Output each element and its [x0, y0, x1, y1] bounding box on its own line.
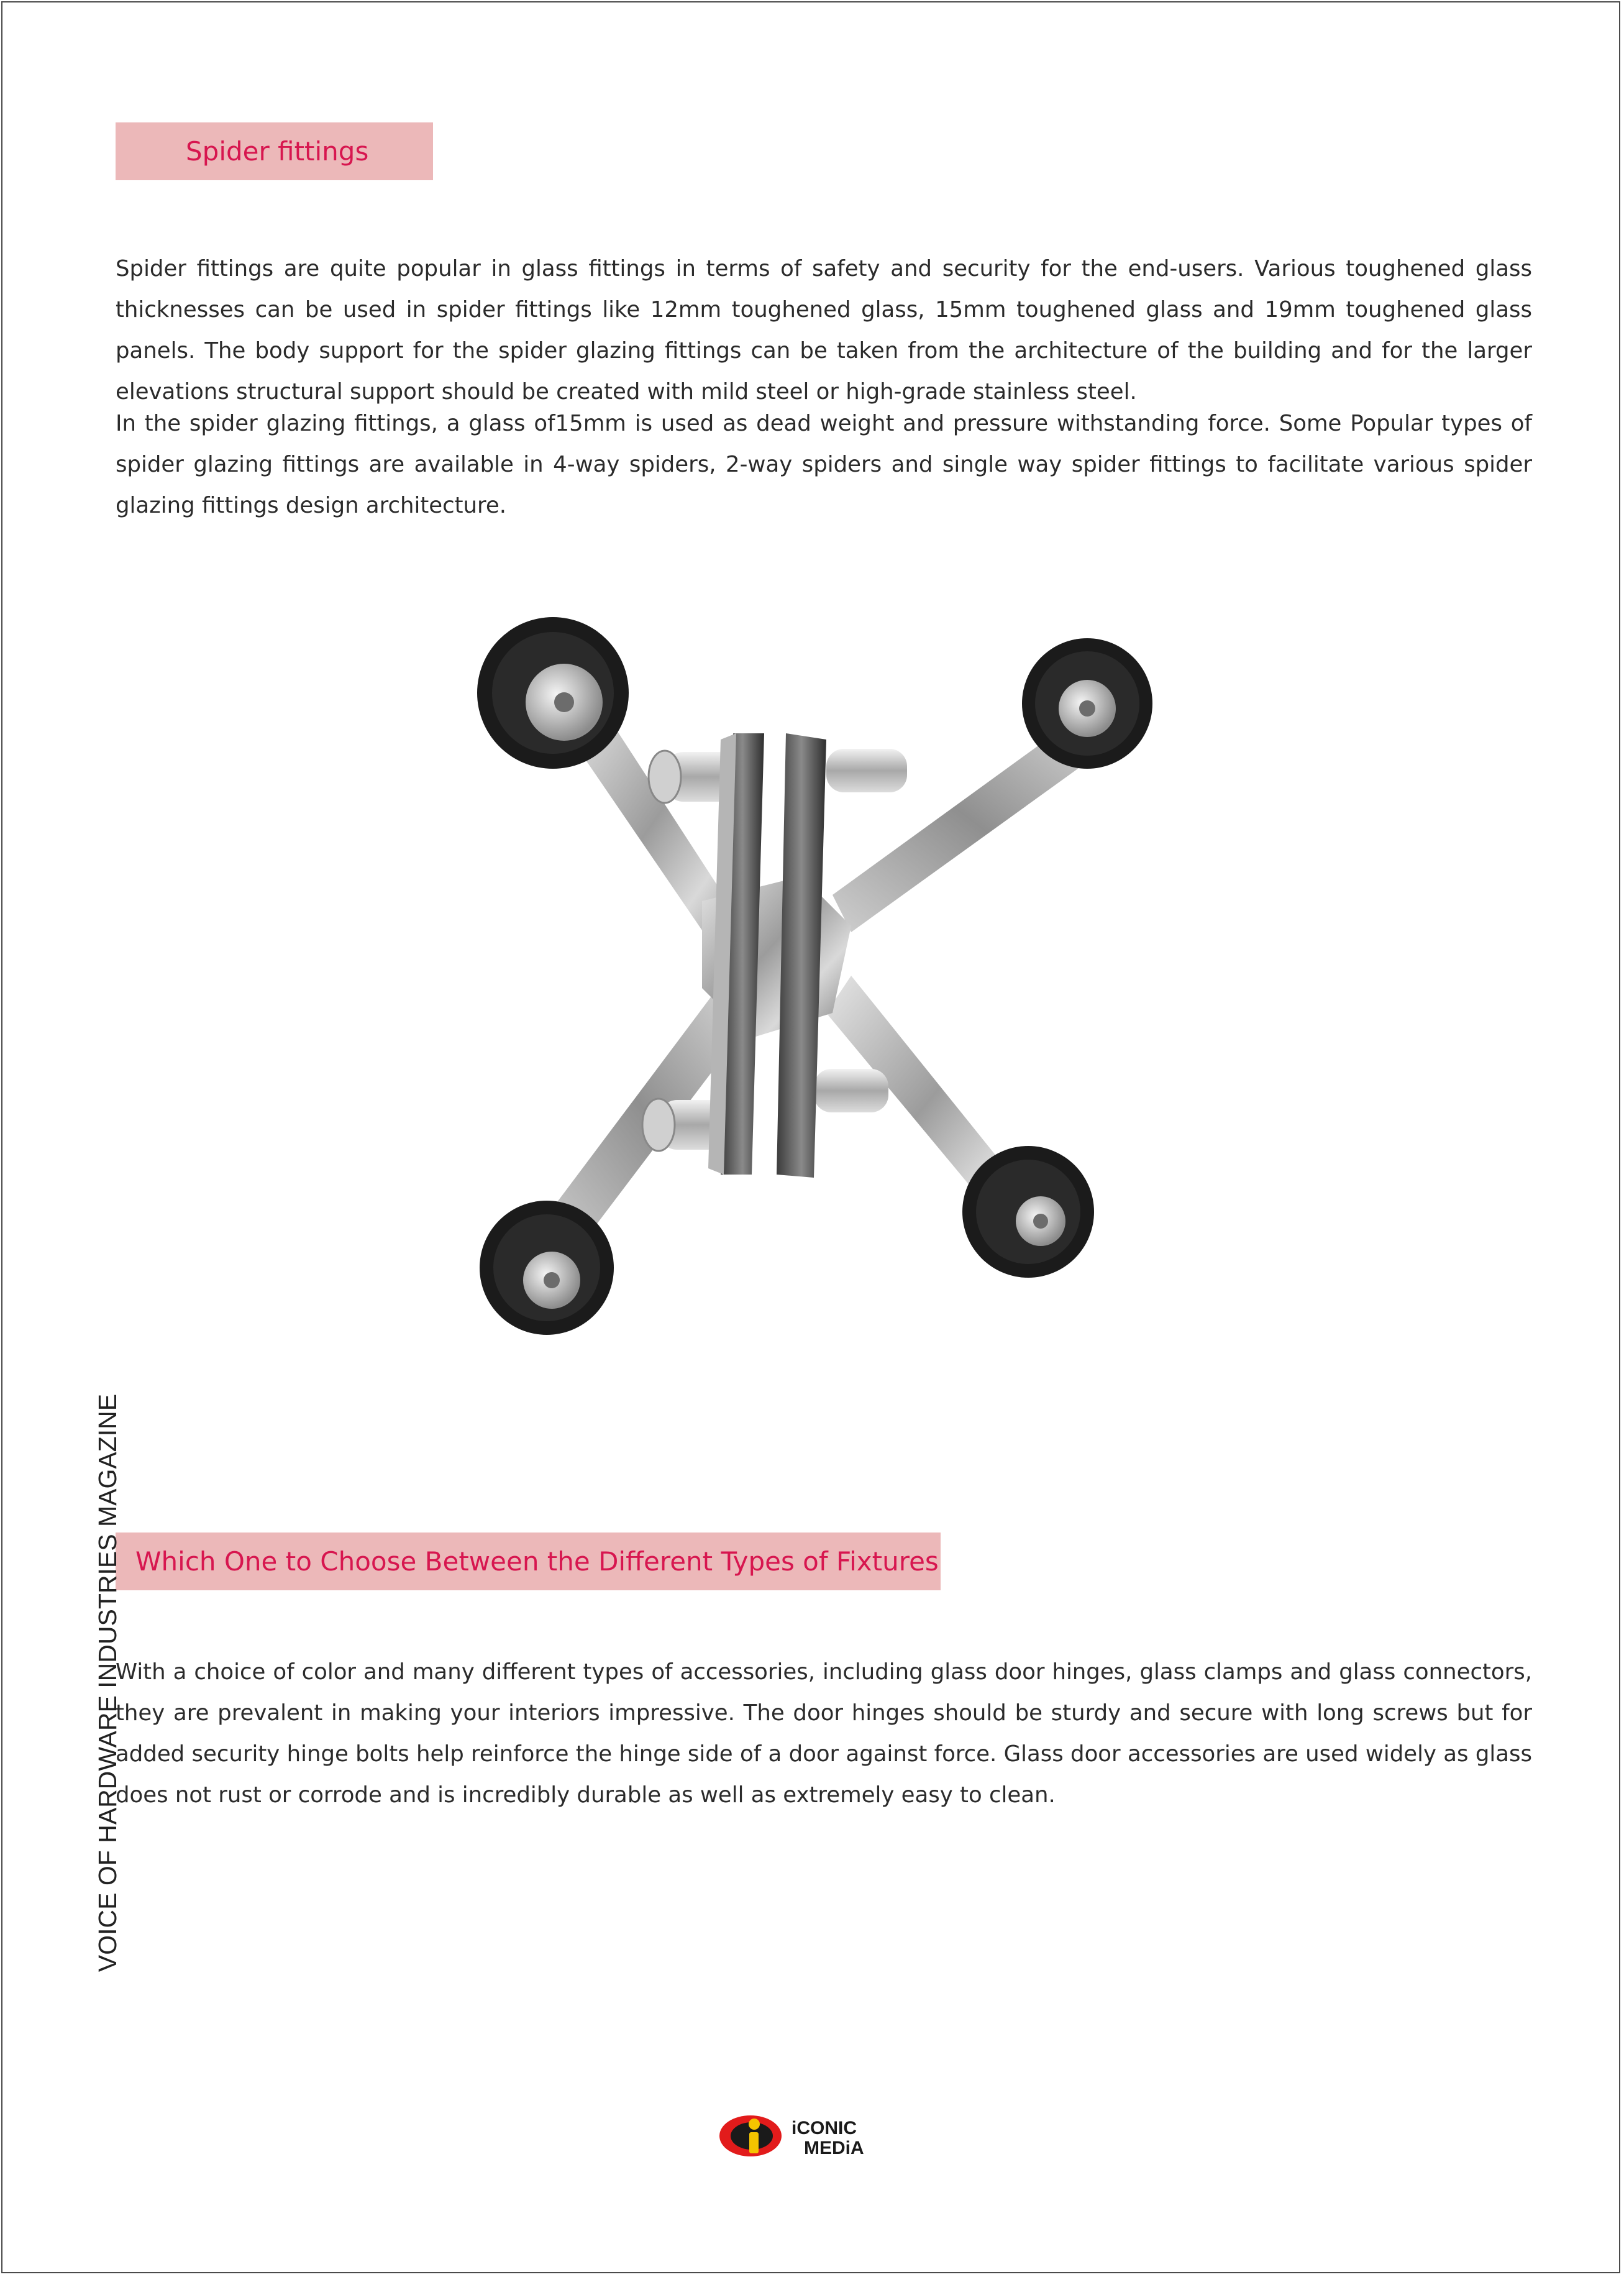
- boss-top-left: [477, 617, 629, 769]
- paragraph: With a choice of color and many different types of accessories, including glass door hinges, glass clamps and glass connectors, they are prevalent in making your interiors impressive. The door hinges should be sturdy and secure with long screws but for added security hinge bolts help reinforce the hinge side of a door against force. Glass door accessories are used widely as glass does not rust or corrode and is incredibly durable as well as extremely easy to clean.: [116, 1659, 1532, 1808]
- boss-bottom-left: [480, 1201, 614, 1335]
- iconic-media-logo: [718, 2110, 908, 2161]
- magazine-sidebar-text: VOICE OF HARDWARE INDUSTRIES MAGAZINE: [93, 1393, 122, 1972]
- section-heading-fixtures: [116, 1533, 941, 1590]
- paragraph: Spider fittings are quite popular in glass fittings in terms of safety and security for the end-users. Various toughened glass thicknesses can be used in spider fittings like 12mm toughened glass, 15mm toughened glass and 19mm toughened glass panels. The body support for the spider glazing fittings can be taken from the architecture of the building and for the larger elevations structural support should be created with mild steel or high-grade stainless steel.: [116, 256, 1532, 405]
- logo-line1: iCONIC: [791, 2118, 857, 2138]
- paragraph: In the spider glazing fittings, a glass of15mm is used as dead weight and pressure withstanding force. Some Popular types of spider glazing fittings are available in 4-way spiders, 2-way spiders and single way spider fittings to facilitate various spider glazing fittings design architecture.: [116, 411, 1532, 518]
- logo-line2: MEDiA: [804, 2138, 864, 2158]
- section-heading-spider-fittings: [116, 122, 433, 180]
- spider-fitting-photo: [255, 528, 1373, 1392]
- boss-bottom-right: [962, 1146, 1094, 1278]
- heading-text: Which One to Choose Between the Different Types of Fixtures: [135, 1546, 939, 1577]
- heading-text: Spider fittings: [186, 136, 369, 167]
- boss-top-right: [1022, 638, 1152, 769]
